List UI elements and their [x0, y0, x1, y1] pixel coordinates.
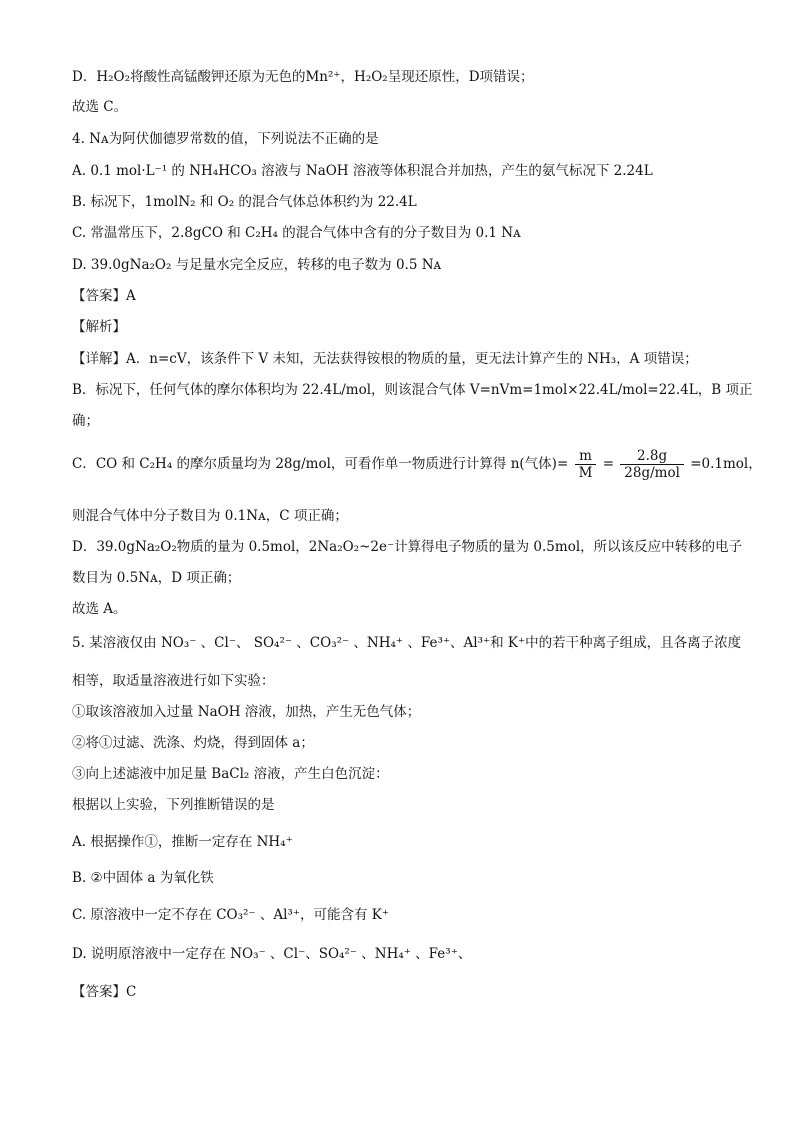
question-4-option-a: A. 0.1 mol·L⁻¹ 的 NH₄HCO₃ 溶液与 NaOH 溶液等体积混合并加热，产生的氨气标况下 2.24L [72, 163, 653, 179]
question-5-ask: 根据以上实验，下列推断错误的是 [72, 797, 275, 813]
choose-c-conclusion: 故选 C。 [72, 99, 128, 115]
question-5-option-a: A. 根据操作①，推断一定存在 NH₄⁺ [72, 834, 293, 850]
question-5-answer: 【答案】C [72, 984, 137, 1000]
detail-c-result: =0.1mol， [690, 456, 762, 472]
question-4-answer: 【答案】A [72, 288, 136, 304]
question-4-detail-a: 【详解】A．n=cV，该条件下 V 未知，无法获得铵根的物质的量，更无法计算产生的 NH₃，A 项错误； [72, 351, 698, 367]
question-5-step-2: ②将①过滤、洗涤、灼烧，得到固体 a； [72, 735, 314, 751]
question-5-stem-line2: 相等，取适量溶液进行如下实验： [72, 673, 275, 689]
question-4-detail-c-line2: 则混合气体中分子数目为 0.1Nᴀ，C 项正确； [72, 508, 348, 524]
fraction-numerator: m [575, 448, 597, 465]
question-4-detail-d-line2: 数目为 0.5Nᴀ，D 项正确； [72, 570, 241, 586]
question-4-detail-c-line1 [72, 448, 762, 481]
question-4-detail-b-line1: B．标况下，任何气体的摩尔体积均为 22.4L/mol，则该混合气体 V=nVm=1mol×22.4L/mol=22.4L，B 项正 [72, 382, 753, 398]
option-d-previous-explanation: D．H₂O₂将酸性高锰酸钾还原为无色的Mn²⁺，H₂O₂呈现还原性，D项错误； [72, 69, 534, 85]
question-4-option-b: B. 标况下，1molN₂ 和 O₂ 的混合气体总体积约为 22.4L [72, 194, 417, 210]
fraction-denominator: 28g/mol [624, 465, 680, 481]
question-4-stem: 4. Nᴀ为阿伏伽德罗常数的值，下列说法不正确的是 [72, 131, 379, 147]
choose-a-conclusion: 故选 A。 [72, 601, 127, 617]
fraction-numerator: 2.8g [620, 448, 684, 465]
question-4-option-c: C. 常温常压下，2.8gCO 和 C₂H₄ 的混合气体中含有的分子数目为 0.1 Nᴀ [72, 225, 521, 241]
question-5-option-c: C. 原溶液中一定不存在 CO₃²⁻ 、Al³⁺，可能含有 K⁺ [72, 907, 389, 923]
fraction-denominator: M [578, 465, 593, 481]
question-5-step-3: ③向上述滤液中加足量 BaCl₂ 溶液，产生白色沉淀： [72, 766, 389, 782]
question-4-detail-b-line2: 确； [72, 413, 99, 429]
question-5-step-1: ①取该溶液加入过量 NaOH 溶液，加热，产生无色气体； [72, 704, 421, 720]
question-5-stem-line1: 5. 某溶液仅由 NO₃⁻ 、Cl⁻、 SO₄²⁻ 、CO₃²⁻ 、NH₄⁺ 、Fe³⁺、Al³⁺和 K⁺中的若干种离子组成，且各离子浓度 [72, 635, 742, 651]
question-4-analysis-heading: 【解析】 [72, 319, 126, 335]
question-4-detail-d-line1: D．39.0gNa₂O₂物质的量为 0.5mol，2Na₂O₂~2e⁻计算得电子物质的量为 0.5mol，所以该反应中转移的电子 [72, 539, 743, 555]
question-5-option-b: B. ②中固体 a 为氧化铁 [72, 870, 214, 886]
fraction-mass-over-molar-mass [620, 448, 684, 481]
question-4-option-d: D. 39.0gNa₂O₂ 与足量水完全反应，转移的电子数为 0.5 Nᴀ [72, 257, 442, 273]
equals-sign: = [602, 456, 614, 472]
detail-c-text: C．CO 和 C₂H₄ 的摩尔质量均为 28g/mol，可看作单一物质进行计算得 n(气体)= [72, 456, 569, 472]
fraction-m-over-m [575, 448, 597, 481]
question-5-option-d: D. 说明原溶液中一定存在 NO₃⁻ 、Cl⁻、SO₄²⁻ 、NH₄⁺ 、Fe³⁺、 [72, 946, 472, 962]
